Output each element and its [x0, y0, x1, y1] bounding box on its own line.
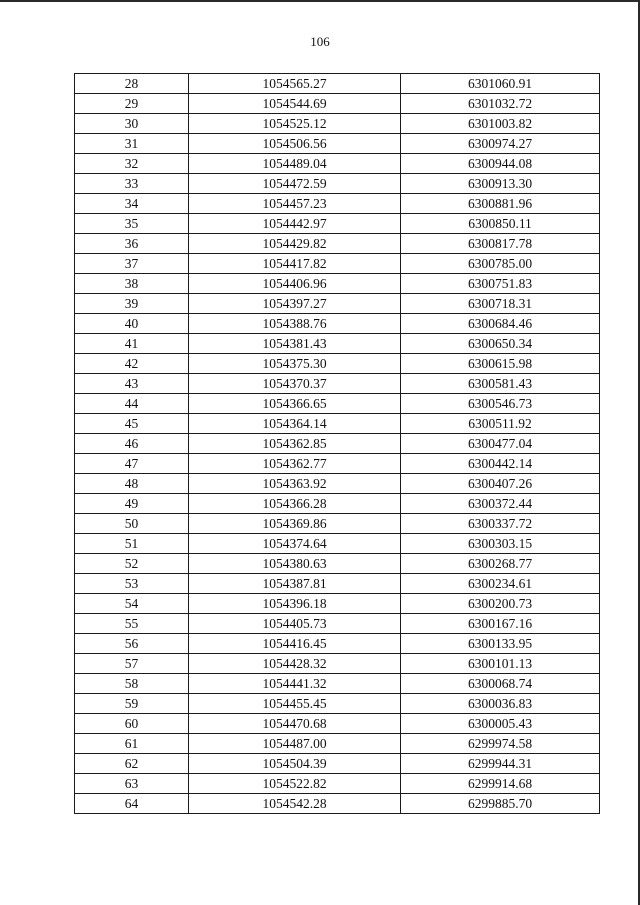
- table-row: [75, 314, 600, 334]
- y-coordinate-cell: 6300005.43: [401, 714, 600, 734]
- table-row: [75, 514, 600, 534]
- x-coordinate-cell: 1054364.14: [189, 414, 401, 434]
- point-number-cell: 29: [75, 94, 189, 114]
- point-number-cell: 33: [75, 174, 189, 194]
- table-row: [75, 74, 600, 94]
- point-number-cell: 55: [75, 614, 189, 634]
- y-coordinate-cell: 6299885.70: [401, 794, 600, 814]
- table-row: [75, 154, 600, 174]
- point-number-cell: 37: [75, 254, 189, 274]
- x-coordinate-cell: 1054417.82: [189, 254, 401, 274]
- y-coordinate-cell: 6300615.98: [401, 354, 600, 374]
- x-coordinate-cell: 1054442.97: [189, 214, 401, 234]
- table-row: [75, 134, 600, 154]
- y-coordinate-cell: 6300337.72: [401, 514, 600, 534]
- x-coordinate-cell: 1054429.82: [189, 234, 401, 254]
- y-coordinate-cell: 6300511.92: [401, 414, 600, 434]
- table-row: [75, 274, 600, 294]
- point-number-cell: 43: [75, 374, 189, 394]
- table-row: [75, 574, 600, 594]
- point-number-cell: 28: [75, 74, 189, 94]
- x-coordinate-cell: 1054565.27: [189, 74, 401, 94]
- point-number-cell: 49: [75, 494, 189, 514]
- y-coordinate-cell: 6300234.61: [401, 574, 600, 594]
- point-number-cell: 34: [75, 194, 189, 214]
- x-coordinate-cell: 1054441.32: [189, 674, 401, 694]
- scan-edge-top: [0, 0, 640, 2]
- table-row: [75, 434, 600, 454]
- point-number-cell: 53: [75, 574, 189, 594]
- x-coordinate-cell: 1054387.81: [189, 574, 401, 594]
- table-row: [75, 294, 600, 314]
- table-row: [75, 594, 600, 614]
- x-coordinate-cell: 1054397.27: [189, 294, 401, 314]
- x-coordinate-cell: 1054374.64: [189, 534, 401, 554]
- table-row: [75, 334, 600, 354]
- coordinates-table-body: [75, 74, 600, 814]
- y-coordinate-cell: 6300036.83: [401, 694, 600, 714]
- point-number-cell: 50: [75, 514, 189, 534]
- y-coordinate-cell: 6300817.78: [401, 234, 600, 254]
- y-coordinate-cell: 6300101.13: [401, 654, 600, 674]
- y-coordinate-cell: 6300581.43: [401, 374, 600, 394]
- point-number-cell: 36: [75, 234, 189, 254]
- table-row: [75, 414, 600, 434]
- point-number-cell: 42: [75, 354, 189, 374]
- x-coordinate-cell: 1054375.30: [189, 354, 401, 374]
- y-coordinate-cell: 6300974.27: [401, 134, 600, 154]
- table-row: [75, 254, 600, 274]
- x-coordinate-cell: 1054380.63: [189, 554, 401, 574]
- y-coordinate-cell: 6301003.82: [401, 114, 600, 134]
- y-coordinate-cell: 6300200.73: [401, 594, 600, 614]
- y-coordinate-cell: 6301032.72: [401, 94, 600, 114]
- table-row: [75, 734, 600, 754]
- y-coordinate-cell: 6300372.44: [401, 494, 600, 514]
- table-row: [75, 454, 600, 474]
- x-coordinate-cell: 1054522.82: [189, 774, 401, 794]
- x-coordinate-cell: 1054472.59: [189, 174, 401, 194]
- table-row: [75, 714, 600, 734]
- y-coordinate-cell: 6300718.31: [401, 294, 600, 314]
- x-coordinate-cell: 1054405.73: [189, 614, 401, 634]
- y-coordinate-cell: 6300650.34: [401, 334, 600, 354]
- point-number-cell: 59: [75, 694, 189, 714]
- point-number-cell: 46: [75, 434, 189, 454]
- point-number-cell: 48: [75, 474, 189, 494]
- y-coordinate-cell: 6300785.00: [401, 254, 600, 274]
- x-coordinate-cell: 1054369.86: [189, 514, 401, 534]
- y-coordinate-cell: 6299974.58: [401, 734, 600, 754]
- point-number-cell: 57: [75, 654, 189, 674]
- point-number-cell: 45: [75, 414, 189, 434]
- x-coordinate-cell: 1054455.45: [189, 694, 401, 714]
- point-number-cell: 38: [75, 274, 189, 294]
- point-number-cell: 35: [75, 214, 189, 234]
- table-row: [75, 234, 600, 254]
- point-number-cell: 39: [75, 294, 189, 314]
- x-coordinate-cell: 1054416.45: [189, 634, 401, 654]
- point-number-cell: 47: [75, 454, 189, 474]
- x-coordinate-cell: 1054370.37: [189, 374, 401, 394]
- table-row: [75, 474, 600, 494]
- table-row: [75, 634, 600, 654]
- x-coordinate-cell: 1054470.68: [189, 714, 401, 734]
- y-coordinate-cell: 6300477.04: [401, 434, 600, 454]
- point-number-cell: 40: [75, 314, 189, 334]
- table-row: [75, 614, 600, 634]
- point-number-cell: 30: [75, 114, 189, 134]
- table-row: [75, 494, 600, 514]
- x-coordinate-cell: 1054406.96: [189, 274, 401, 294]
- table-row: [75, 554, 600, 574]
- y-coordinate-cell: 6300881.96: [401, 194, 600, 214]
- y-coordinate-cell: 6300684.46: [401, 314, 600, 334]
- y-coordinate-cell: 6300268.77: [401, 554, 600, 574]
- point-number-cell: 31: [75, 134, 189, 154]
- table-row: [75, 174, 600, 194]
- x-coordinate-cell: 1054487.00: [189, 734, 401, 754]
- y-coordinate-cell: 6299944.31: [401, 754, 600, 774]
- table-row: [75, 534, 600, 554]
- y-coordinate-cell: 6300068.74: [401, 674, 600, 694]
- table-row: [75, 394, 600, 414]
- point-number-cell: 56: [75, 634, 189, 654]
- point-number-cell: 64: [75, 794, 189, 814]
- y-coordinate-cell: 6301060.91: [401, 74, 600, 94]
- x-coordinate-cell: 1054363.92: [189, 474, 401, 494]
- point-number-cell: 61: [75, 734, 189, 754]
- point-number-cell: 51: [75, 534, 189, 554]
- x-coordinate-cell: 1054388.76: [189, 314, 401, 334]
- point-number-cell: 60: [75, 714, 189, 734]
- x-coordinate-cell: 1054457.23: [189, 194, 401, 214]
- table-row: [75, 754, 600, 774]
- table-row: [75, 794, 600, 814]
- y-coordinate-cell: 6300407.26: [401, 474, 600, 494]
- y-coordinate-cell: 6300303.15: [401, 534, 600, 554]
- point-number-cell: 54: [75, 594, 189, 614]
- point-number-cell: 62: [75, 754, 189, 774]
- table-row: [75, 374, 600, 394]
- point-number-cell: 41: [75, 334, 189, 354]
- table-row: [75, 694, 600, 714]
- x-coordinate-cell: 1054381.43: [189, 334, 401, 354]
- table-row: [75, 354, 600, 374]
- x-coordinate-cell: 1054428.32: [189, 654, 401, 674]
- table-row: [75, 194, 600, 214]
- x-coordinate-cell: 1054542.28: [189, 794, 401, 814]
- y-coordinate-cell: 6300850.11: [401, 214, 600, 234]
- coordinates-table: [74, 73, 600, 814]
- table-row: [75, 774, 600, 794]
- y-coordinate-cell: 6300913.30: [401, 174, 600, 194]
- x-coordinate-cell: 1054366.28: [189, 494, 401, 514]
- y-coordinate-cell: 6300546.73: [401, 394, 600, 414]
- x-coordinate-cell: 1054362.77: [189, 454, 401, 474]
- table-row: [75, 114, 600, 134]
- point-number-cell: 32: [75, 154, 189, 174]
- x-coordinate-cell: 1054525.12: [189, 114, 401, 134]
- x-coordinate-cell: 1054544.69: [189, 94, 401, 114]
- x-coordinate-cell: 1054489.04: [189, 154, 401, 174]
- y-coordinate-cell: 6300751.83: [401, 274, 600, 294]
- y-coordinate-cell: 6299914.68: [401, 774, 600, 794]
- x-coordinate-cell: 1054396.18: [189, 594, 401, 614]
- y-coordinate-cell: 6300944.08: [401, 154, 600, 174]
- x-coordinate-cell: 1054506.56: [189, 134, 401, 154]
- point-number-cell: 52: [75, 554, 189, 574]
- table-row: [75, 674, 600, 694]
- x-coordinate-cell: 1054366.65: [189, 394, 401, 414]
- x-coordinate-cell: 1054504.39: [189, 754, 401, 774]
- point-number-cell: 44: [75, 394, 189, 414]
- y-coordinate-cell: 6300133.95: [401, 634, 600, 654]
- table-row: [75, 214, 600, 234]
- point-number-cell: 58: [75, 674, 189, 694]
- point-number-cell: 63: [75, 774, 189, 794]
- table-row: [75, 654, 600, 674]
- table-row: [75, 94, 600, 114]
- y-coordinate-cell: 6300442.14: [401, 454, 600, 474]
- x-coordinate-cell: 1054362.85: [189, 434, 401, 454]
- page-number: 106: [310, 34, 330, 49]
- y-coordinate-cell: 6300167.16: [401, 614, 600, 634]
